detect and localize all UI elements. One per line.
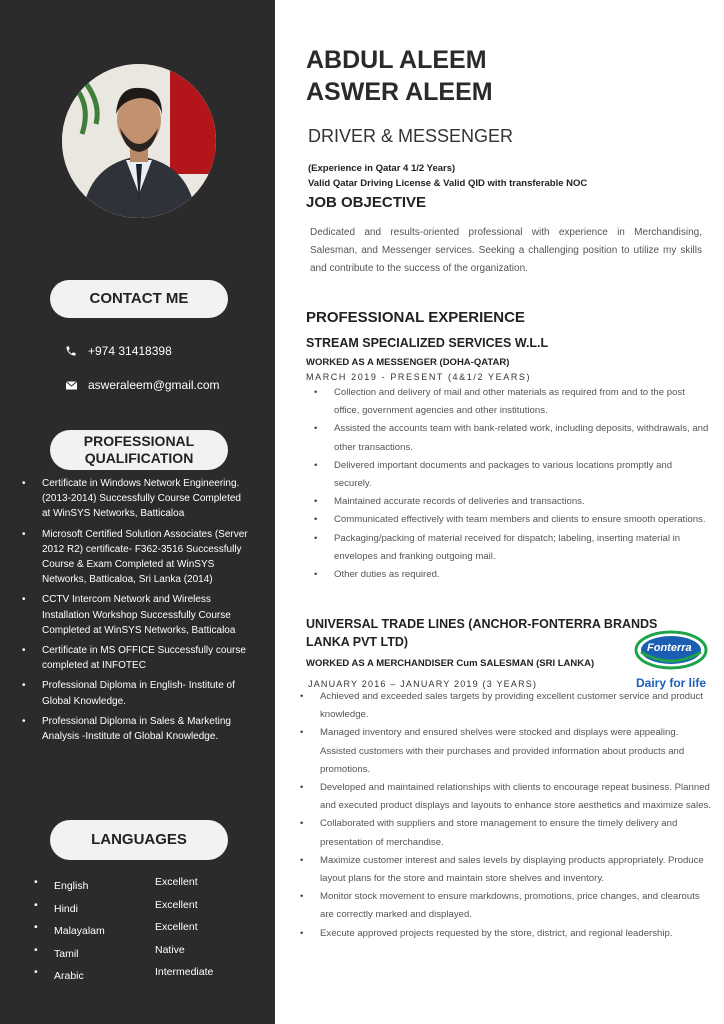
list-item: • Delivered important documents and packages to various locations promptly and securely. <box>320 457 712 493</box>
qualification-list <box>22 476 252 749</box>
qualification-heading-line1: PROFESSIONAL <box>83 433 195 449</box>
phone-icon <box>64 344 78 358</box>
list-item: • Packaging/packing of material received for dispatch; labeling, inserting material in envelopes and franking outgoing mail. <box>320 530 712 566</box>
language-level: Native <box>155 943 185 956</box>
list-item: • Certificate in MS OFFICE Successfully course completed at INFOTEC <box>22 643 252 673</box>
objective-text: Dedicated and results-oriented professional with experience in Merchandising, Salesman, and Messenger services. Seeking a challenging position to utilize my skills and contribute to the success of the organization. <box>310 227 702 274</box>
language-name: • Arabic <box>54 970 84 982</box>
list-item: • Other duties as required. <box>320 566 712 584</box>
logo-tagline: Dairy for life <box>635 676 707 690</box>
qualification-heading-line2: QUALIFICATION <box>84 450 194 466</box>
license-info: Valid Qatar Driving License & Valid QID with transferable NOC <box>308 178 588 189</box>
list-item <box>34 921 234 944</box>
list-item: • Monitor stock movement to ensure markdowns, promotions, price changes, and clearouts are correctly marked and displayed. <box>306 888 712 924</box>
profile-photo <box>62 64 216 218</box>
job-period: MARCH 2019 - PRESENT (4&1/2 YEARS) <box>306 372 532 382</box>
list-item <box>34 944 234 967</box>
fonterra-logo <box>628 630 714 692</box>
contact-phone[interactable] <box>64 344 172 358</box>
experience-summary: (Experience in Qatar 4 1/2 Years) <box>308 163 456 174</box>
avatar <box>62 64 216 218</box>
objective-heading: JOB OBJECTIVE <box>306 194 427 211</box>
language-level: Excellent <box>155 921 198 933</box>
list-item: • Execute approved projects requested by the store, district, and regional leadership. <box>306 925 712 943</box>
email-address: asweraleem@gmail.com <box>88 378 220 392</box>
name-line2: ASWER ALEEM <box>306 78 493 106</box>
company-name: UNIVERSAL TRADE LINES (ANCHOR-FONTERRA BRANDS <box>306 617 658 631</box>
list-item: • Collaborated with suppliers and store management to ensure the timely delivery and presentation of merchandise. <box>306 815 712 851</box>
language-level: Excellent <box>155 876 198 888</box>
list-item: • Achieved and exceeded sales targets by providing excellent customer service and product knowledge. <box>306 688 712 724</box>
logo-brand: Fonterra <box>647 642 692 654</box>
list-item: • Maintained accurate records of deliveries and transactions. <box>320 493 712 511</box>
sidebar <box>0 0 275 1024</box>
phone-number: +974 31418398 <box>88 344 172 358</box>
job-period: JANUARY 2016 – JANUARY 2019 (3 YEARS) <box>308 679 538 689</box>
qualification-heading <box>50 430 228 470</box>
contact-heading: CONTACT ME <box>50 280 228 318</box>
company-name: STREAM SPECIALIZED SERVICES W.L.L <box>306 336 549 350</box>
languages-heading: LANGUAGES <box>50 820 228 860</box>
language-name: • Tamil <box>54 947 79 960</box>
duty-list <box>306 688 712 943</box>
language-name: • Malayalam <box>54 925 105 937</box>
list-item: • Managed inventory and ensured shelves were stocked and displays were appealing. Assisted customers with their purchases and provided information about products and promotions. <box>306 724 712 779</box>
list-item: • Collection and delivery of mail and other materials as required from and to the post office, government agencies and other institutions. <box>320 384 712 420</box>
duty-list <box>320 384 712 584</box>
envelope-icon <box>64 378 78 392</box>
job-role: DRIVER & MESSENGER <box>308 126 514 146</box>
page-title <box>306 44 606 108</box>
list-item: • Professional Diploma in Sales & Marketing Analysis -Institute of Global Knowledge. <box>22 714 252 744</box>
list-item: • CCTV Intercom Network and Wireless Installation Workshop Successfully Course Completed at WinSYS Networks, Batticaloa <box>22 592 252 638</box>
list-item: • Assisted the accounts team with bank-related work, including deposits, withdrawals, and other transactions. <box>320 420 712 456</box>
list-item: • Developed and maintained relationships with clients to encourage repeat business. Planned and executed product displays and layouts to enhance store aesthetics and maximize sales. <box>306 779 712 815</box>
list-item <box>34 966 234 989</box>
list-item: • Certificate in Windows Network Engineering. (2013-2014) Successfully Course Completed at WinSYS Networks, Batticaloa <box>22 476 252 522</box>
list-item <box>34 899 234 922</box>
language-name: • English <box>54 880 89 892</box>
experience-heading: PROFESSIONAL EXPERIENCE <box>306 309 525 326</box>
company-name-cont: LANKA PVT LTD) <box>306 635 409 649</box>
language-level: Excellent <box>155 898 198 911</box>
name-line1: ABDUL ALEEM <box>306 46 487 74</box>
list-item: • Communicated effectively with team members and clients to ensure smooth operations. <box>320 511 712 529</box>
job-title: WORKED AS A MERCHANDISER Cum SALESMAN (SRI LANKA) <box>306 658 595 669</box>
contact-email[interactable] <box>64 378 220 392</box>
list-item: • Professional Diploma in English- Institute of Global Knowledge. <box>22 678 252 708</box>
job-title: WORKED AS A MESSENGER (DOHA-QATAR) <box>306 357 510 368</box>
list-item <box>34 876 234 899</box>
language-level: Intermediate <box>155 966 214 978</box>
language-name: • Hindi <box>54 902 78 915</box>
list-item: • Maximize customer interest and sales levels by displaying products appropriately. Produce layout plans for the store and maintain store shelves and inventory. <box>306 852 712 888</box>
languages-list <box>34 876 234 989</box>
list-item: • Microsoft Certified Solution Associates (Server 2012 R2) certificate- F362-3516 Successfully Course & Exam Completed at WinSYS Networks, Batticaloa, Sri Lanka (2014) <box>22 527 252 588</box>
